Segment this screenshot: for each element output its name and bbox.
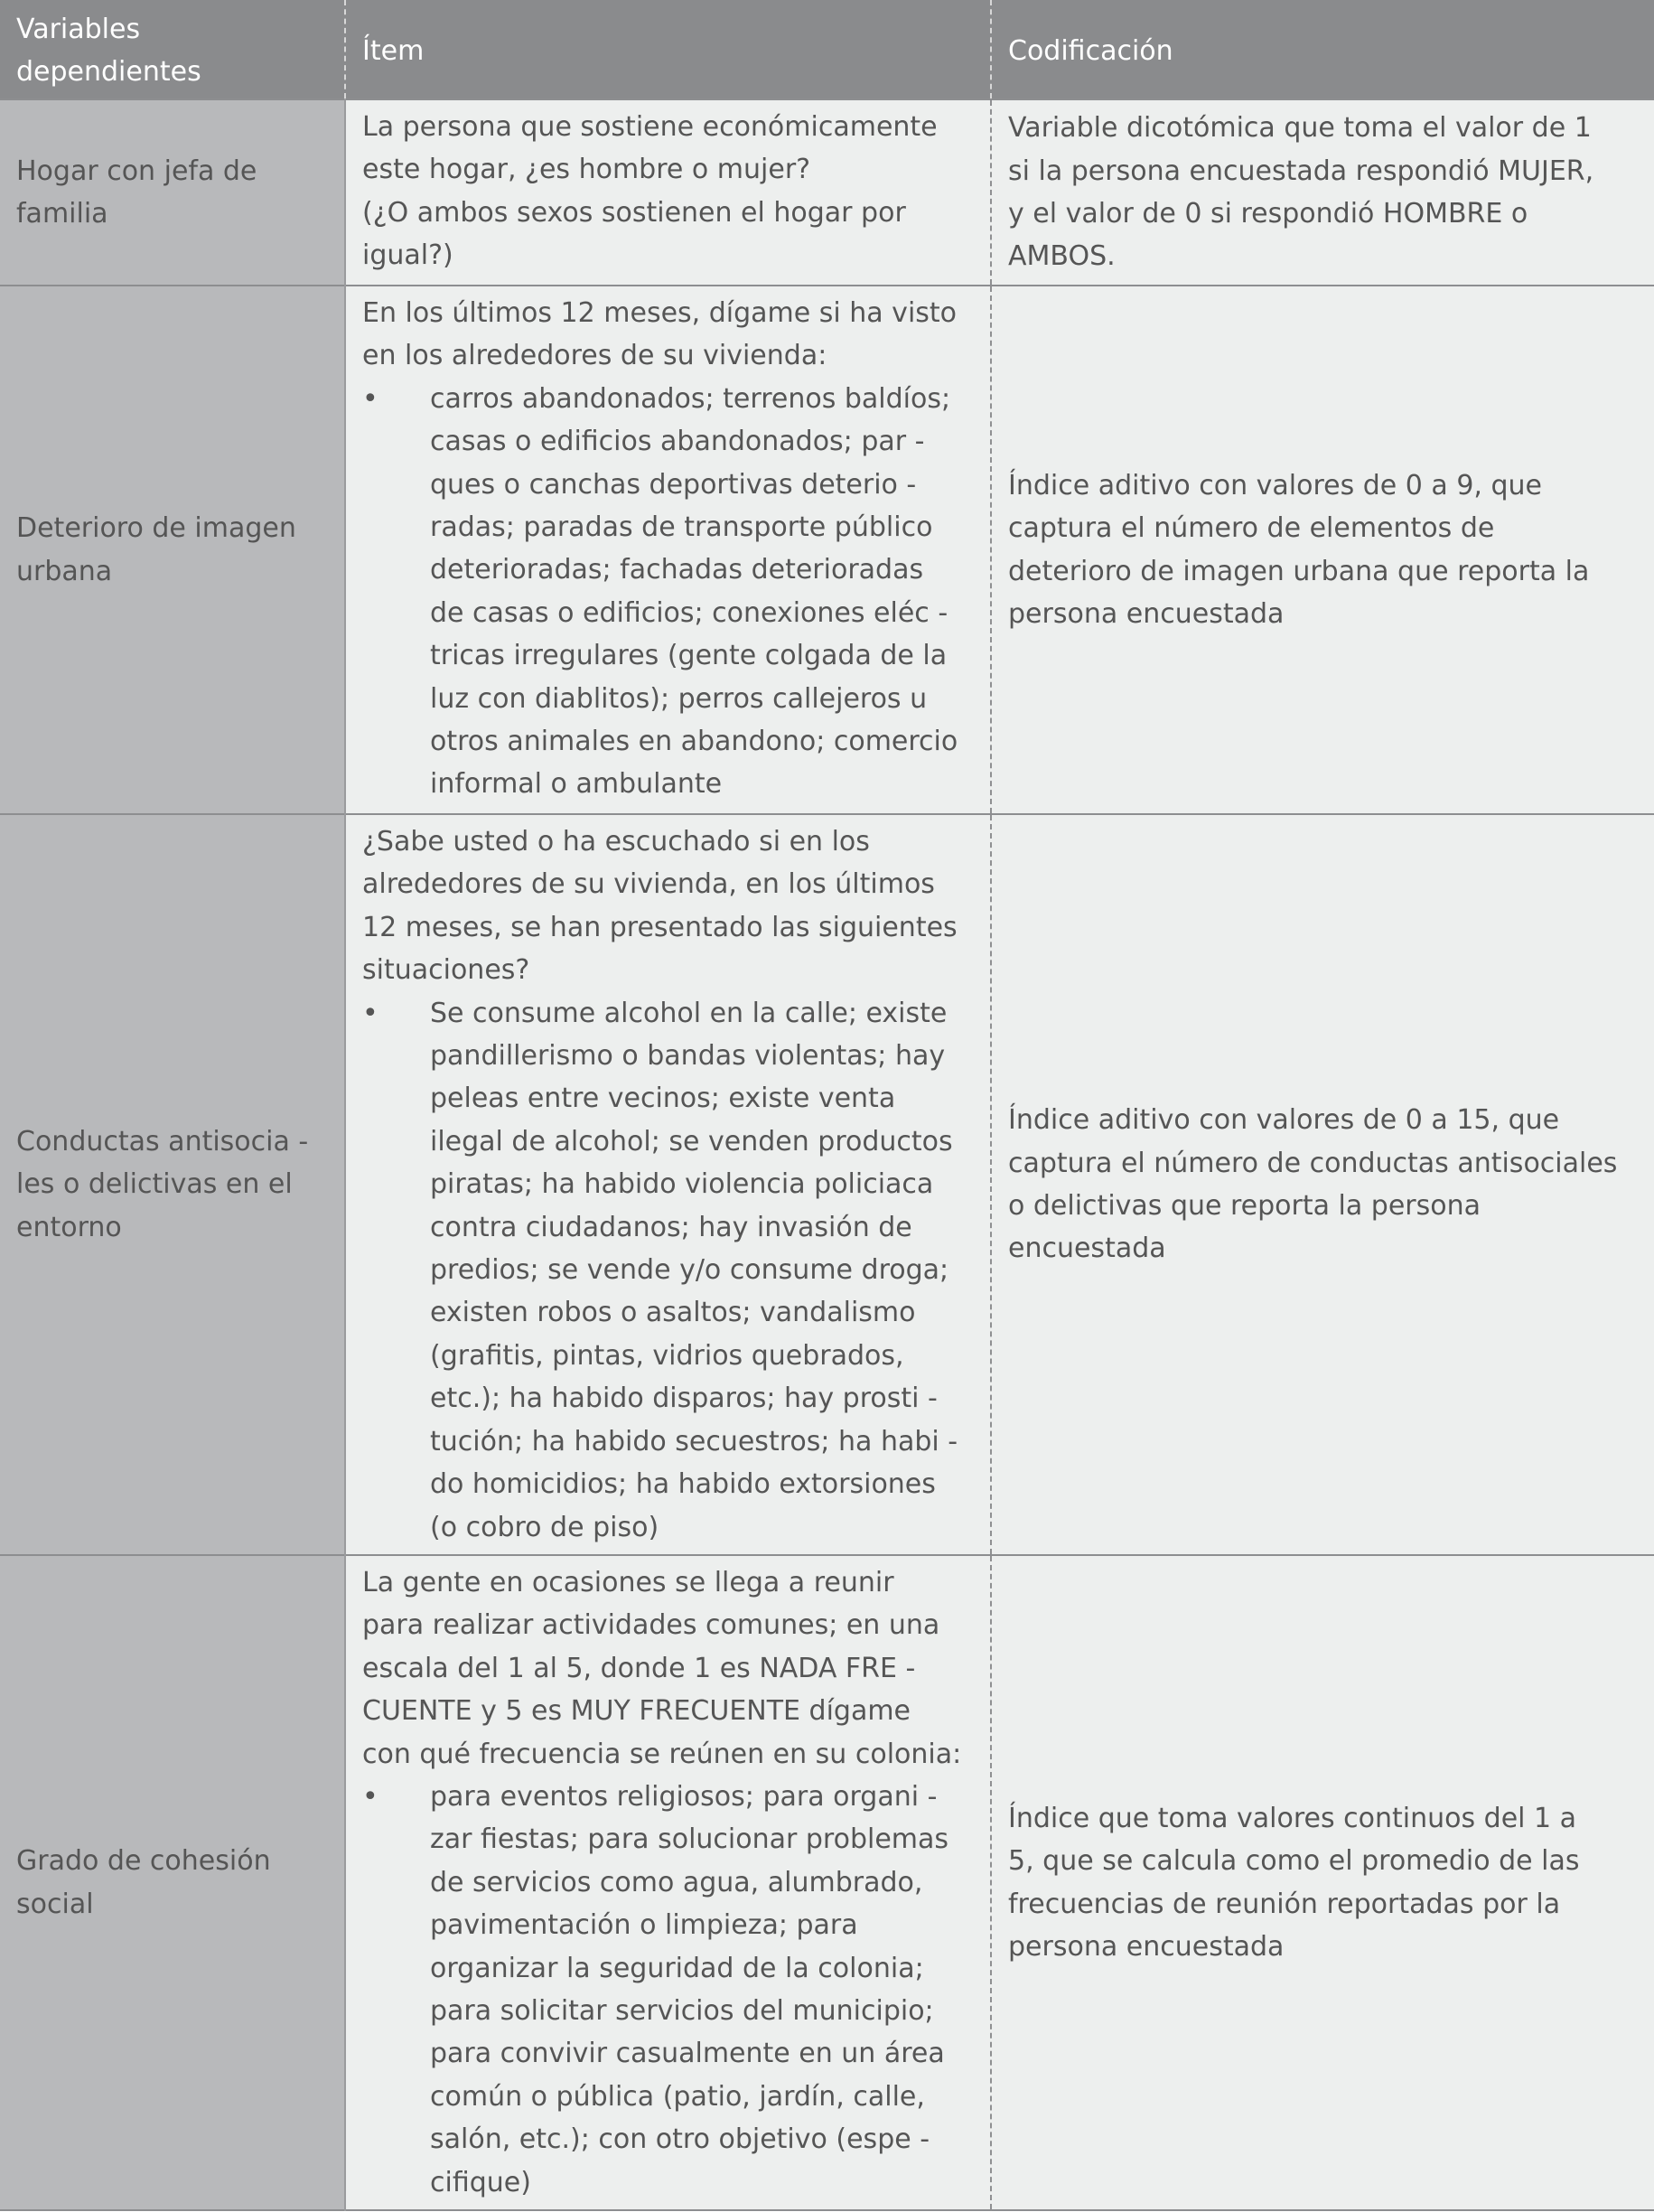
header-variables	[0, 0, 345, 99]
table-row	[0, 814, 1654, 1555]
bullet-text-line: pandillerismo o bandas violentas; hay	[430, 1040, 946, 1073]
variable-cell	[0, 814, 345, 1555]
bullet-text	[430, 1776, 976, 2204]
variable-name-line: les o delictivas en el	[16, 1168, 293, 1201]
codificacion-line: deterioro de imagen urbana que reporta la	[1008, 555, 1590, 587]
bullet-text-line: de servicios como agua, alumbrado,	[430, 1866, 923, 1898]
bullet-text-line: ilegal de alcohol; se venden productos	[430, 1125, 953, 1158]
codificacion-line: captura el número de conductas antisociales	[1008, 1147, 1618, 1179]
header-text-line: Ítem	[362, 34, 425, 67]
bullet-text	[430, 378, 976, 806]
bullet-text-line: para eventos religiosos; para organi -	[430, 1781, 938, 1814]
bullet-text-line: existen robos o asaltos; vandalismo	[430, 1297, 916, 1329]
variable-name-line: Conductas antisocia -	[16, 1125, 309, 1158]
bullet-text-line: casas o edificios abandonados; par -	[430, 426, 925, 458]
bullet-icon: •	[362, 382, 378, 415]
bullet-text-line: peleas entre vecinos; existe venta	[430, 1083, 896, 1115]
item-question-line: CUENTE y 5 es MUY FRECUENTE dígame	[362, 1695, 911, 1728]
header-row	[0, 0, 1654, 99]
item-question-line: para realizar actividades comunes; en una	[362, 1609, 940, 1642]
variable-name-line: urbana	[16, 555, 113, 587]
bullet-text-line: luz con diablitos); perros callejeros u	[430, 682, 928, 715]
item-question-line: escala del 1 al 5, donde 1 es NADA FRE -	[362, 1652, 916, 1684]
bullet-text-line: organizar la seguridad de la colonia;	[430, 1952, 924, 1984]
variable-name-line: Hogar con jefa de	[16, 155, 257, 187]
item-question-line: este hogar, ¿es hombre o mujer?	[362, 154, 811, 186]
bullet-text-line: cifique)	[430, 2166, 531, 2198]
item-question-line: con qué frecuencia se reúnen en su colonia:	[362, 1738, 962, 1770]
bullet-text-line: otros animales en abandono; comercio	[430, 726, 958, 758]
item-question	[362, 1561, 976, 1776]
variable-cell	[0, 286, 345, 814]
variable-name-line: Deterioro de imagen	[16, 512, 296, 545]
header-item	[345, 0, 991, 99]
codificacion-line: y el valor de 0 si respondió HOMBRE o	[1008, 198, 1528, 230]
header-codificacion	[991, 0, 1654, 99]
bullet-text-line: ques o canchas deportivas deterio -	[430, 468, 917, 501]
item-cell	[345, 814, 991, 1555]
bullet-text-line: para solicitar servicios del municipio;	[430, 1995, 934, 2028]
bullet-list-item	[362, 1776, 976, 2204]
item-question	[362, 820, 976, 992]
header-text-line: Codificación	[1008, 34, 1173, 67]
variable-name-line: familia	[16, 198, 108, 230]
bullet-text-line: piratas; ha habido violencia policiaca	[430, 1168, 934, 1201]
bullet-text-line: tución; ha habido secuestros; ha habi -	[430, 1425, 958, 1457]
bullet-text-line: zar fiestas; para solucionar problemas	[430, 1823, 949, 1856]
codificacion-line: captura el número de elementos de	[1008, 512, 1495, 545]
bullet-list-item	[362, 992, 976, 1549]
codificacion-line: o delictivas que reporta la persona	[1008, 1190, 1481, 1222]
item-question-line: en los alrededores de su vivienda:	[362, 340, 827, 372]
variable-name-line: Grado de cohesión	[16, 1845, 271, 1878]
codificacion-line: AMBOS.	[1008, 240, 1116, 273]
item-question-line: alrededores de su vivienda, en los últimos	[362, 868, 935, 901]
bullet-text-line: salón, etc.); con otro objetivo (espe -	[430, 2123, 930, 2156]
codificacion-cell	[991, 99, 1654, 286]
table-row	[0, 286, 1654, 814]
bullet-text-line: pavimentación o limpieza; para	[430, 1909, 858, 1942]
bullet-text-line: etc.); ha habido disparos; hay prosti -	[430, 1382, 938, 1415]
codificacion-line: encuestada	[1008, 1233, 1166, 1265]
bullet-text-line: informal o ambulante	[430, 768, 723, 801]
codificacion-line: si la persona encuestada respondió MUJER,	[1008, 155, 1594, 187]
bullet-text-line: de casas o edificios; conexiones eléc -	[430, 596, 948, 629]
variable-cell	[0, 99, 345, 286]
bullet-text-line: (grafitis, pintas, vidrios quebrados,	[430, 1339, 904, 1372]
bullet-text-line: para convivir casualmente en un área	[430, 2038, 945, 2070]
bullet-text-line: tricas irregulares (gente colgada de la	[430, 640, 948, 672]
item-question-line: situaciones?	[362, 954, 530, 987]
bullet-text-line: contra ciudadanos; hay invasión de	[430, 1211, 912, 1243]
item-question-line: (¿O ambos sexos sostienen el hogar por	[362, 196, 906, 229]
codificacion-line: Índice aditivo con valores de 0 a 15, que	[1008, 1104, 1560, 1137]
bullet-list-item	[362, 378, 976, 806]
bullet-icon: •	[362, 1781, 378, 1814]
bullet-text-line: (o cobro de piso)	[430, 1511, 659, 1543]
bullet-text-line: do homicidios; ha habido extorsiones	[430, 1468, 936, 1501]
codificacion-cell	[991, 286, 1654, 814]
bullet-text-line: predios; se vende y/o consume droga;	[430, 1254, 949, 1287]
bullet-text	[430, 992, 976, 1549]
bullet-text-line: radas; paradas de transporte público	[430, 511, 933, 544]
variable-name-line: social	[16, 1888, 94, 1920]
table-row	[0, 1555, 1654, 2210]
codificacion-cell	[991, 1555, 1654, 2210]
item-question-line: La gente en ocasiones se llega a reunir	[362, 1567, 894, 1598]
codificacion-line: persona encuestada	[1008, 597, 1285, 630]
item-question-line: ¿Sabe usted o ha escuchado si en los	[362, 826, 870, 858]
variable-name-line: entorno	[16, 1211, 122, 1243]
item-cell	[345, 286, 991, 814]
bullet-text-line: deterioradas; fachadas deterioradas	[430, 554, 924, 586]
item-question-line: La persona que sostiene económicamente	[362, 111, 938, 143]
codificacion-line: frecuencias de reunión reportadas por la	[1008, 1888, 1561, 1920]
item-cell	[345, 99, 991, 286]
codificacion-line: Variable dicotómica que toma el valor de 1	[1008, 112, 1592, 145]
header-text-line: Variables	[16, 14, 141, 45]
table-row	[0, 99, 1654, 286]
codificacion-line: Índice que toma valores continuos del 1 a	[1008, 1802, 1577, 1834]
variable-cell	[0, 1555, 345, 2210]
header-text-line: dependientes	[16, 56, 201, 88]
item-question-line: En los últimos 12 meses, dígame si ha visto	[362, 297, 958, 329]
item-question-line: 12 meses, se han presentado las siguientes	[362, 911, 958, 943]
item-question-line: igual?)	[362, 239, 453, 272]
bullet-text-line: Se consume alcohol en la calle; existe	[430, 997, 948, 1029]
bullet-icon: •	[362, 997, 378, 1029]
item-question	[362, 292, 976, 378]
codificacion-line: 5, que se calcula como el promedio de las	[1008, 1845, 1580, 1878]
item-question	[362, 106, 976, 277]
codificacion-line: persona encuestada	[1008, 1930, 1285, 1963]
bullet-text-line: común o pública (patio, jardín, calle,	[430, 2080, 925, 2113]
bullet-text-line: carros abandonados; terrenos baldíos;	[430, 382, 951, 415]
codificacion-cell	[991, 814, 1654, 1555]
codificacion-line: Índice aditivo con valores de 0 a 9, que	[1008, 469, 1543, 501]
item-cell	[345, 1555, 991, 2210]
